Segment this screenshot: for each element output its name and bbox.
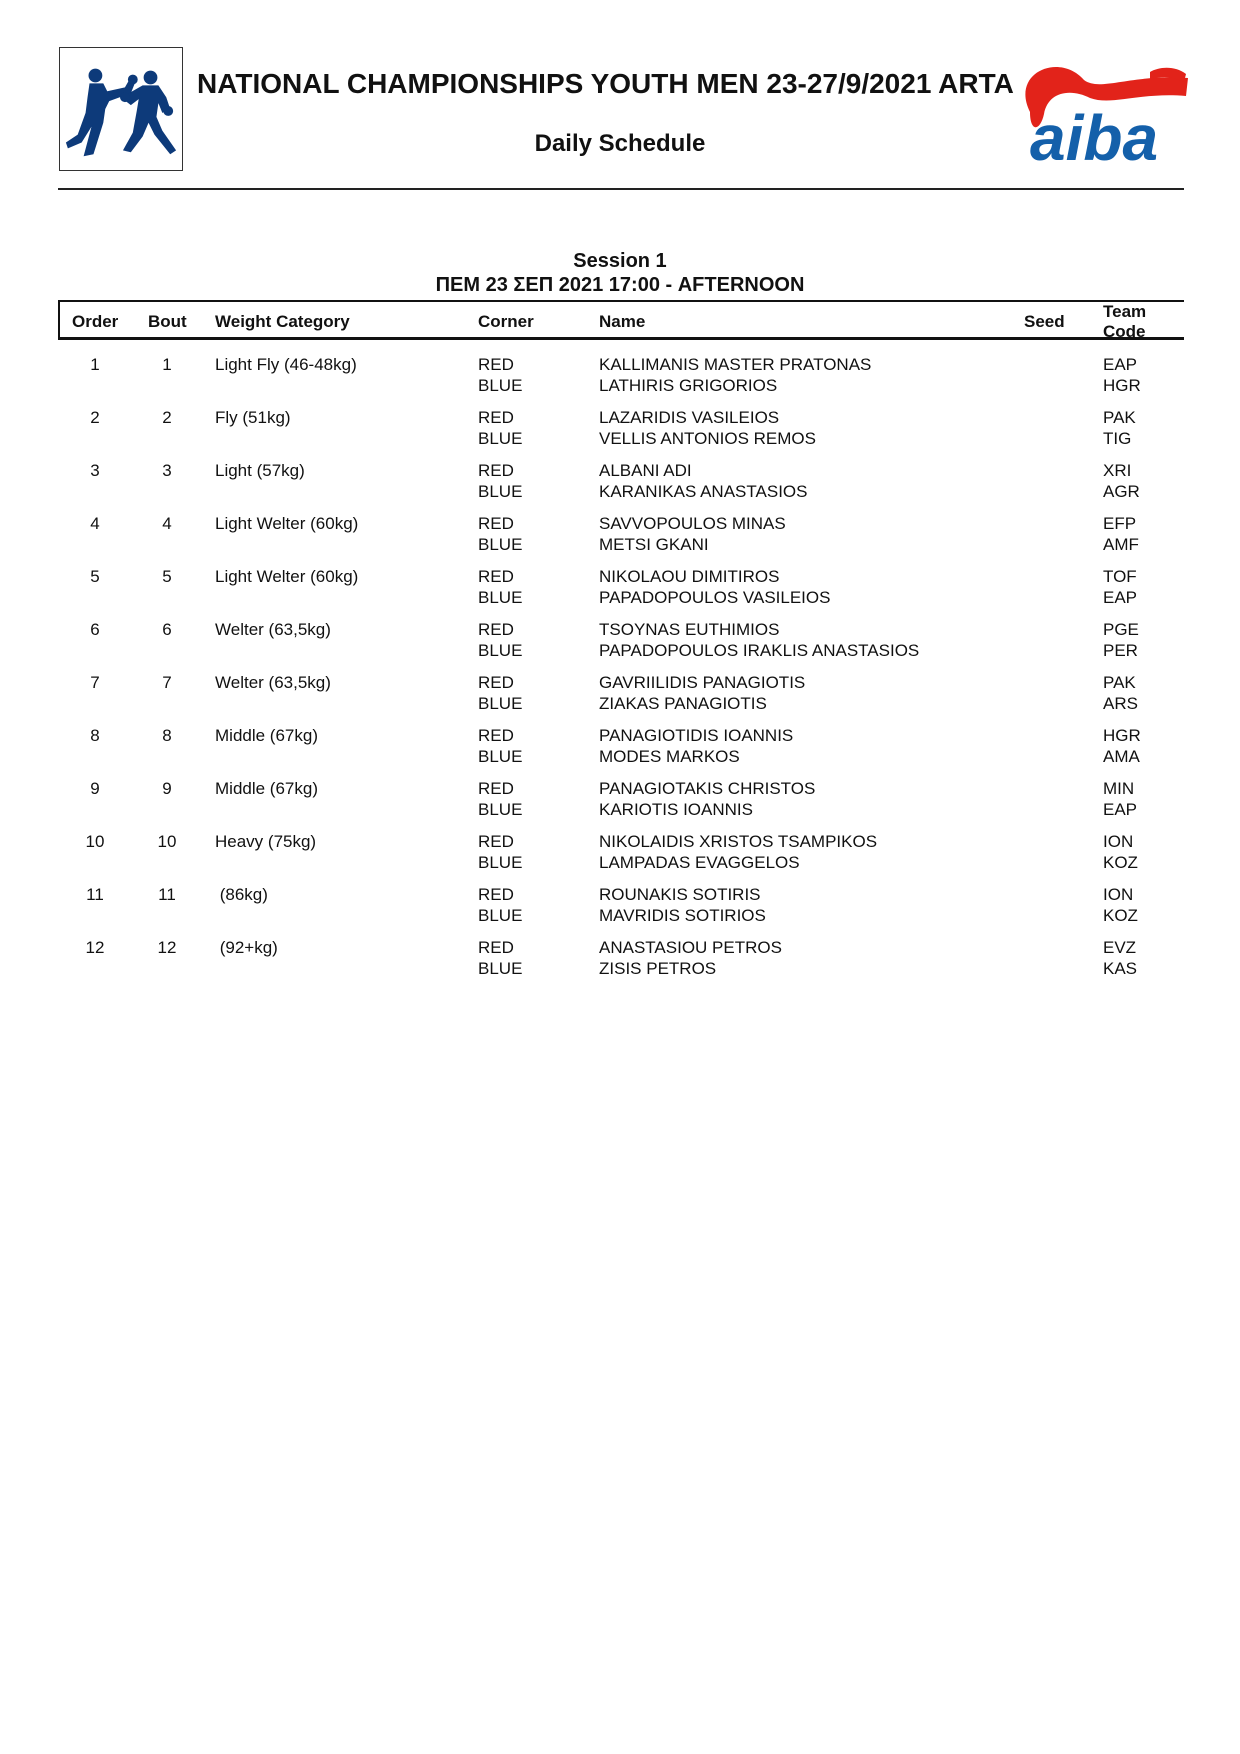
document-title: NATIONAL CHAMPIONSHIPS YOUTH MEN 23-27/9/2021 ARTA xyxy=(197,68,1014,99)
team-red: PAK xyxy=(1103,673,1136,692)
corner-blue: BLUE xyxy=(478,694,523,713)
team-blue: EAP xyxy=(1103,588,1138,607)
corner-red: RED xyxy=(478,726,514,745)
corner-red: RED xyxy=(478,408,514,427)
team-red: EFP xyxy=(1103,514,1137,533)
document-subtitle: Daily Schedule xyxy=(534,130,706,157)
bout-cell: 11 xyxy=(158,885,176,904)
name-red: LAZARIDIS VASILEIOS xyxy=(599,408,780,427)
column-header-order: Order xyxy=(72,312,119,331)
name-blue: LATHIRIS GRIGORIOS xyxy=(599,376,778,395)
team-red: ION xyxy=(1103,885,1134,904)
order-cell: 6 xyxy=(90,620,100,639)
corner-red: RED xyxy=(478,355,514,374)
name-red: KALLIMANIS MASTER PRATONAS xyxy=(599,355,872,374)
team-blue: AGR xyxy=(1103,482,1140,501)
session-title: Session 1 xyxy=(573,250,667,272)
name-red: NIKOLAOU DIMITIROS xyxy=(599,567,780,586)
weight-cell: Light Fly (46-48kg) xyxy=(215,355,357,374)
weight-cell: Heavy (75kg) xyxy=(215,832,317,851)
weight-cell: (92+kg) xyxy=(215,938,278,957)
table-row xyxy=(0,354,1240,407)
order-cell: 8 xyxy=(90,726,100,745)
team-blue: TIG xyxy=(1103,429,1132,448)
weight-cell: (86kg) xyxy=(215,885,268,904)
bout-cell: 12 xyxy=(157,938,177,957)
team-blue: KOZ xyxy=(1103,906,1138,925)
team-red: MIN xyxy=(1103,779,1135,798)
name-blue: MODES MARKOS xyxy=(599,747,740,766)
name-red: GAVRIILIDIS PANAGIOTIS xyxy=(599,673,806,692)
name-blue: METSI GKANI xyxy=(599,535,709,554)
weight-cell: Light (57kg) xyxy=(215,461,305,480)
bout-cell: 7 xyxy=(162,673,172,692)
corner-blue: BLUE xyxy=(478,906,523,925)
name-red: ANASTASIOU PETROS xyxy=(599,938,782,957)
column-header-corner: Corner xyxy=(478,312,534,331)
corner-blue: BLUE xyxy=(478,535,523,554)
table-row xyxy=(0,725,1240,778)
bout-cell: 3 xyxy=(162,461,172,480)
bout-cell: 10 xyxy=(157,832,177,851)
name-red: ROUNAKIS SOTIRIS xyxy=(599,885,761,904)
order-cell: 4 xyxy=(90,514,100,533)
corner-blue: BLUE xyxy=(478,747,523,766)
corner-blue: BLUE xyxy=(478,853,523,872)
team-blue: ARS xyxy=(1103,694,1138,713)
bout-cell: 2 xyxy=(162,408,172,427)
table-row xyxy=(0,778,1240,831)
corner-red: RED xyxy=(478,885,514,904)
order-cell: 1 xyxy=(90,355,100,374)
bout-cell: 9 xyxy=(162,779,172,798)
table-row xyxy=(0,937,1240,990)
column-header-name: Name xyxy=(599,312,646,331)
team-blue: AMA xyxy=(1103,747,1140,766)
name-blue: PAPADOPOULOS VASILEIOS xyxy=(599,588,831,607)
bout-cell: 5 xyxy=(162,567,172,586)
order-cell: 7 xyxy=(90,673,100,692)
table-row xyxy=(0,619,1240,672)
order-cell: 10 xyxy=(85,832,105,851)
corner-red: RED xyxy=(478,461,514,480)
header-divider xyxy=(58,188,1184,190)
table-row xyxy=(0,460,1240,513)
table-row xyxy=(0,513,1240,566)
team-red: TOF xyxy=(1103,567,1137,586)
session-date: ΠΕΜ 23 ΣΕΠ 2021 17:00 - AFTERNOON xyxy=(435,274,805,296)
table-row xyxy=(0,407,1240,460)
corner-blue: BLUE xyxy=(478,376,523,395)
weight-cell: Light Welter (60kg) xyxy=(215,514,359,533)
team-red: EAP xyxy=(1103,355,1138,374)
team-red: PGE xyxy=(1103,620,1139,639)
order-cell: 11 xyxy=(86,885,104,904)
team-blue: EAP xyxy=(1103,800,1138,819)
name-blue: VELLIS ANTONIOS REMOS xyxy=(599,429,816,448)
order-cell: 2 xyxy=(90,408,100,427)
team-red: ION xyxy=(1103,832,1134,851)
team-blue: PER xyxy=(1103,641,1138,660)
name-blue: KARANIKAS ANASTASIOS xyxy=(599,482,808,501)
corner-red: RED xyxy=(478,567,514,586)
column-header-seed: Seed xyxy=(1024,312,1065,331)
aiba-logo-text: aiba xyxy=(1029,102,1159,174)
weight-cell: Welter (63,5kg) xyxy=(215,673,331,692)
table-row xyxy=(0,884,1240,937)
order-cell: 3 xyxy=(90,461,100,480)
order-cell: 9 xyxy=(90,779,100,798)
name-red: ALBANI ADI xyxy=(599,461,692,480)
weight-cell: Middle (67kg) xyxy=(215,779,318,798)
bout-cell: 1 xyxy=(162,355,172,374)
corner-red: RED xyxy=(478,673,514,692)
name-blue: MAVRIDIS SOTIRIOS xyxy=(599,906,766,925)
bout-cell: 4 xyxy=(162,514,172,533)
name-blue: ZIAKAS PANAGIOTIS xyxy=(599,694,767,713)
corner-red: RED xyxy=(478,779,514,798)
corner-blue: BLUE xyxy=(478,482,523,501)
corner-red: RED xyxy=(478,514,514,533)
weight-cell: Fly (51kg) xyxy=(215,408,291,427)
team-blue: KOZ xyxy=(1103,853,1138,872)
order-cell: 12 xyxy=(85,938,105,957)
name-blue: PAPADOPOULOS IRAKLIS ANASTASIOS xyxy=(599,641,920,660)
name-red: PANAGIOTAKIS CHRISTOS xyxy=(599,779,816,798)
corner-blue: BLUE xyxy=(478,959,523,978)
team-red: HGR xyxy=(1103,726,1141,745)
name-red: PANAGIOTIDIS IOANNIS xyxy=(599,726,794,745)
table-row xyxy=(0,566,1240,619)
corner-blue: BLUE xyxy=(478,429,523,448)
weight-cell: Welter (63,5kg) xyxy=(215,620,331,639)
team-red: EVZ xyxy=(1103,938,1137,957)
team-blue: AMF xyxy=(1103,535,1139,554)
name-red: TSOYNAS EUTHIMIOS xyxy=(599,620,780,639)
column-header-team: Team xyxy=(1103,302,1147,321)
table-row xyxy=(0,831,1240,884)
column-header-bout: Bout xyxy=(148,312,187,331)
bout-cell: 8 xyxy=(162,726,172,745)
corner-blue: BLUE xyxy=(478,641,523,660)
order-cell: 5 xyxy=(90,567,100,586)
corner-blue: BLUE xyxy=(478,800,523,819)
weight-cell: Middle (67kg) xyxy=(215,726,318,745)
name-blue: LAMPADAS EVAGGELOS xyxy=(599,853,800,872)
team-red: PAK xyxy=(1103,408,1136,427)
name-blue: ZISIS PETROS xyxy=(599,959,717,978)
aiba-logo xyxy=(1000,52,1188,172)
corner-red: RED xyxy=(478,620,514,639)
team-blue: HGR xyxy=(1103,376,1141,395)
table-row xyxy=(0,672,1240,725)
corner-blue: BLUE xyxy=(478,588,523,607)
name-red: SAVVOPOULOS MINAS xyxy=(599,514,786,533)
column-header-code: Code xyxy=(1103,322,1146,341)
column-header-weight: Weight Category xyxy=(215,312,350,331)
name-blue: KARIOTIS IOANNIS xyxy=(599,800,753,819)
corner-red: RED xyxy=(478,938,514,957)
team-blue: KAS xyxy=(1103,959,1138,978)
name-red: NIKOLAIDIS XRISTOS TSAMPIKOS xyxy=(599,832,878,851)
bout-cell: 6 xyxy=(162,620,172,639)
weight-cell: Light Welter (60kg) xyxy=(215,567,359,586)
team-red: XRI xyxy=(1103,461,1132,480)
corner-red: RED xyxy=(478,832,514,851)
